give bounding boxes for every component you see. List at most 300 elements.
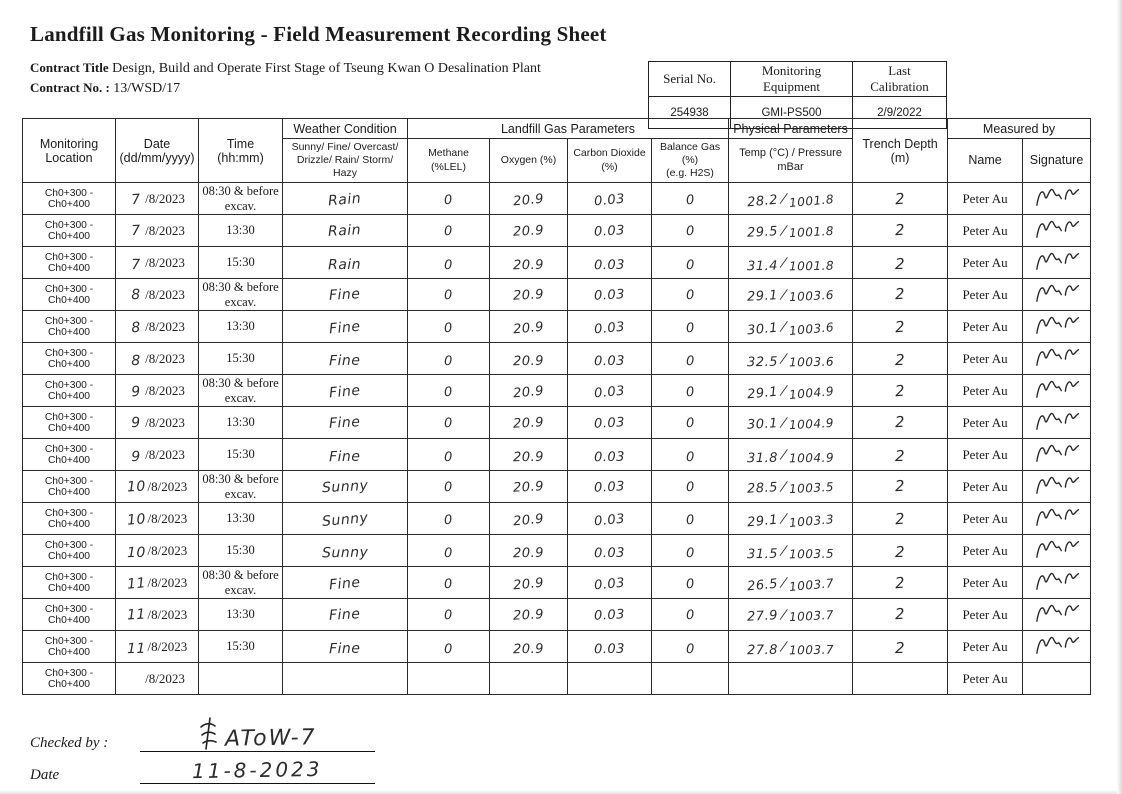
equip-equipment-value: GMI-PS500 [731,97,853,129]
date-suffix: /8/2023 [145,382,185,398]
date-suffix: /8/2023 [147,510,188,526]
cell-methane [408,663,490,695]
table-row [23,471,1091,503]
pressure-value: 1003.6 [788,287,835,304]
temp-value: 28.5 [746,479,779,497]
cell-name: Peter Au [948,375,1023,407]
cell-balance-gas: 0 [652,599,729,631]
group-header-measured-by: Measured by [948,119,1091,139]
cell-weather: Sunny [283,503,408,535]
cell-temp-pressure [729,471,853,503]
cell-date [116,471,199,503]
cell-temp-pressure [729,375,853,407]
cell-temp-pressure [729,599,853,631]
cell-co2: 0.03 [568,311,652,343]
table-row [23,343,1091,375]
cell-balance-gas: 0 [652,535,729,567]
cell-temp-pressure [729,439,853,471]
cell-methane: 0 [408,183,490,215]
cell-signature [1023,599,1091,631]
handwritten-day: 7 [130,191,142,208]
pressure-value: 1003.5 [788,546,835,561]
cell-location: Ch0+300 - Ch0+400 [23,503,116,535]
col-header-time: Time (hh:mm) [199,119,283,183]
temp-value: 27.8 [747,642,779,658]
cell-co2: 0.03 [568,631,652,663]
cell-methane: 0 [408,631,490,663]
date-suffix: /8/2023 [145,670,185,686]
table-row [23,439,1091,471]
date-suffix: /8/2023 [147,478,188,494]
cell-oxygen: 20.9 [490,535,568,567]
cell-trench-depth: 2 [853,183,948,215]
cell-date [116,247,199,279]
cell-methane: 0 [408,375,490,407]
temp-value: 30.1 [746,415,779,433]
cell-balance-gas: 0 [652,215,729,247]
cell-trench-depth: 2 [853,215,948,247]
cell-time: 13:30 [199,503,283,535]
cell-methane: 0 [408,599,490,631]
cell-name: Peter Au [948,407,1023,439]
cell-oxygen: 20.9 [490,311,568,343]
pressure-value: 1001.8 [788,191,835,210]
cell-name: Peter Au [948,215,1023,247]
slash-separator: / [779,284,788,304]
signature-scribble [1033,602,1081,622]
handwritten-day: 10 [126,544,146,561]
cell-name: Peter Au [948,311,1023,343]
group-header-gas: Landfill Gas Parameters [408,119,729,139]
cell-name: Peter Au [948,567,1023,599]
col-header-location: Monitoring Location [23,119,116,183]
cell-co2: 0.03 [568,343,652,375]
cell-signature [1023,535,1091,567]
cell-location: Ch0+300 - Ch0+400 [23,471,116,503]
col-header-methane: Methane (%LEL) [408,139,490,183]
cell-location: Ch0+300 - Ch0+400 [23,439,116,471]
pressure-value: 1004.9 [788,415,835,432]
temp-value: 31.4 [747,258,779,274]
cell-trench-depth: 2 [853,599,948,631]
signature-scribble [1033,634,1081,654]
cell-balance-gas: 0 [652,631,729,663]
date-value: 11-8-2023 [192,756,323,784]
slash-separator: / [779,444,788,464]
signature-scribble [1033,442,1081,462]
cell-signature [1023,407,1091,439]
cell-location: Ch0+300 - Ch0+400 [23,599,116,631]
pressure-value: 1003.7 [788,607,835,624]
cell-methane: 0 [408,407,490,439]
cell-co2: 0.03 [568,599,652,631]
slash-separator: / [779,252,788,272]
cell-location: Ch0+300 - Ch0+400 [23,183,116,215]
equip-calibration-value: 2/9/2022 [853,97,947,129]
signature-scribble [1033,218,1081,238]
handwritten-day: 7 [131,256,142,273]
slash-separator: / [779,348,788,368]
cell-trench-depth: 2 [853,631,948,663]
cell-date [116,663,199,695]
cell-weather: Fine [283,631,408,663]
cell-name: Peter Au [948,599,1023,631]
signature-scribble [1033,410,1081,430]
pressure-value: 1001.8 [788,223,835,240]
cell-name: Peter Au [948,247,1023,279]
cell-location: Ch0+300 - Ch0+400 [23,535,116,567]
handwritten-day: 11 [126,640,146,657]
handwritten-day [129,678,143,679]
cell-date [116,311,199,343]
cell-signature [1023,343,1091,375]
cell-co2: 0.03 [568,503,652,535]
signature-scribble [1033,570,1081,590]
temp-value: 29.5 [746,223,779,241]
col-header-trench: Trench Depth (m) [853,119,948,183]
cell-date [116,439,199,471]
cell-temp-pressure [729,567,853,599]
cell-oxygen: 20.9 [490,503,568,535]
date-label: Date [30,767,60,783]
cell-weather: Fine [283,567,408,599]
cell-co2: 0.03 [568,471,652,503]
pressure-value: 1003.7 [788,575,835,594]
cell-oxygen: 20.9 [490,375,568,407]
signature-scribble [1033,250,1081,270]
cell-oxygen: 20.9 [490,407,568,439]
col-header-signature: Signature [1023,139,1091,183]
col-header-date: Date (dd/mm/yyyy) [116,119,199,183]
date-suffix: /8/2023 [145,350,185,366]
date-suffix: /8/2023 [145,286,185,302]
pressure-value: 1003.7 [788,642,835,657]
cell-time: 15:30 [199,535,283,567]
signature-scribble [1033,282,1081,302]
table-row [23,215,1091,247]
cell-name: Peter Au [948,503,1023,535]
cell-oxygen: 20.9 [490,215,568,247]
cell-temp-pressure [729,503,853,535]
cell-co2: 0.03 [568,535,652,567]
pressure-value: 1004.9 [788,450,835,465]
equip-header-serial: Serial No. [649,62,731,97]
cell-name: Peter Au [948,279,1023,311]
signature-scribble [1033,186,1081,206]
signature-scribble [1033,346,1081,366]
date-suffix: /8/2023 [145,222,185,238]
cell-signature [1023,375,1091,407]
cell-trench-depth: 2 [853,535,948,567]
cell-methane: 0 [408,247,490,279]
cell-date [116,631,199,663]
slash-separator: / [779,316,788,336]
cell-balance-gas [652,663,729,695]
page-title: Landfill Gas Monitoring - Field Measurement Recording Sheet [30,22,607,46]
cell-methane: 0 [408,567,490,599]
cell-location: Ch0+300 - Ch0+400 [23,343,116,375]
table-row [23,567,1091,599]
date-suffix: /8/2023 [145,254,185,270]
table-row [23,247,1091,279]
temp-value: 29.1 [746,512,779,530]
slash-separator: / [779,636,788,656]
signature-scribble [1033,314,1081,334]
slash-separator: / [779,412,788,432]
cell-balance-gas: 0 [652,343,729,375]
handwritten-day: 9 [130,383,142,400]
cell-co2: 0.03 [568,215,652,247]
cell-date [116,183,199,215]
contract-no-line [30,80,180,97]
cell-time [199,663,283,695]
cell-date [116,375,199,407]
slash-separator: / [779,604,788,624]
cell-co2: 0.03 [568,375,652,407]
cell-methane: 0 [408,343,490,375]
cell-time: 13:30 [199,215,283,247]
table-row [23,631,1091,663]
cell-name: Peter Au [948,631,1023,663]
col-header-balance-gas: Balance Gas (%) (e.g. H2S) [652,139,729,183]
table-row [23,407,1091,439]
cell-time: 15:30 [199,439,283,471]
cell-trench-depth: 2 [853,503,948,535]
table-row [23,279,1091,311]
cell-date [116,535,199,567]
cell-signature [1023,471,1091,503]
cell-balance-gas: 0 [652,247,729,279]
date-suffix: /8/2023 [147,542,188,558]
cell-temp-pressure [729,663,853,695]
cell-trench-depth: 2 [853,567,948,599]
date-suffix: /8/2023 [147,606,188,622]
cell-balance-gas: 0 [652,567,729,599]
cell-signature [1023,247,1091,279]
cell-methane: 0 [408,471,490,503]
signature-scribble [1033,506,1081,526]
cell-balance-gas: 0 [652,279,729,311]
cell-location: Ch0+300 - Ch0+400 [23,247,116,279]
monitoring-table [22,118,1091,695]
cell-temp-pressure [729,215,853,247]
cell-time: 13:30 [199,311,283,343]
cell-balance-gas: 0 [652,503,729,535]
cell-temp-pressure [729,343,853,375]
handwritten-day: 8 [130,319,142,336]
equip-header-calibration: Last Calibration [853,62,947,97]
contract-title-line [30,60,541,77]
cell-oxygen: 20.9 [490,439,568,471]
cell-location: Ch0+300 - Ch0+400 [23,663,116,695]
cell-methane: 0 [408,503,490,535]
slash-separator: / [779,540,788,560]
temp-value: 26.5 [746,576,779,594]
cell-time: 08:30 & before excav. [199,471,283,503]
cell-location: Ch0+300 - Ch0+400 [23,631,116,663]
slash-separator: / [779,380,788,400]
cell-trench-depth: 2 [853,279,948,311]
cell-time: 13:30 [199,407,283,439]
cell-methane: 0 [408,439,490,471]
cell-weather: Fine [283,311,408,343]
cell-weather: Fine [283,375,408,407]
cell-time: 08:30 & before excav. [199,183,283,215]
cell-oxygen: 20.9 [490,343,568,375]
cell-oxygen: 20.9 [490,599,568,631]
temp-value: 28.2 [746,192,779,210]
cell-balance-gas: 0 [652,471,729,503]
temp-value: 29.1 [746,384,779,402]
cell-co2: 0.03 [568,439,652,471]
footer-block [30,712,430,784]
date-suffix: /8/2023 [147,574,188,590]
checked-by-label: Checked by : [30,735,109,751]
cell-temp-pressure [729,407,853,439]
cell-signature [1023,567,1091,599]
pressure-value: 1004.9 [788,383,835,402]
cell-trench-depth: 2 [853,343,948,375]
table-row [23,535,1091,567]
cell-name: Peter Au [948,663,1023,695]
cell-name: Peter Au [948,535,1023,567]
cell-name: Peter Au [948,343,1023,375]
handwritten-day: 8 [131,352,142,369]
temp-value: 31.5 [747,546,779,562]
cell-weather: Fine [283,599,408,631]
cell-location: Ch0+300 - Ch0+400 [23,215,116,247]
col-header-weather-options: Sunny/ Fine/ Overcast/ Drizzle/ Rain/ Storm/ Hazy [283,139,408,183]
cell-weather: Fine [283,407,408,439]
cell-temp-pressure [729,279,853,311]
cell-oxygen: 20.9 [490,631,568,663]
group-header-weather: Weather Condition [283,119,408,139]
handwritten-day: 10 [126,510,147,529]
cell-name: Peter Au [948,471,1023,503]
contract-title-value: Design, Build and Operate First Stage of Tseung Kwan O Desalination Plant [112,61,541,76]
cell-trench-depth [853,663,948,695]
cell-trench-depth: 2 [853,247,948,279]
cell-oxygen: 20.9 [490,247,568,279]
handwritten-day: 8 [130,286,142,303]
contract-no-value: 13/WSD/17 [113,81,181,96]
cell-date [116,599,199,631]
cell-time: 13:30 [199,599,283,631]
cell-time: 15:30 [199,631,283,663]
cell-location: Ch0+300 - Ch0+400 [23,375,116,407]
table-row [23,375,1091,407]
cell-co2: 0.03 [568,407,652,439]
col-header-oxygen: Oxygen (%) [490,139,568,183]
slash-separator: / [779,572,788,592]
cell-date [116,343,199,375]
cell-balance-gas: 0 [652,183,729,215]
date-line [140,758,375,784]
cell-balance-gas: 0 [652,439,729,471]
handwritten-day: 11 [126,606,146,623]
monitoring-table-body [23,183,1091,695]
cell-trench-depth: 2 [853,407,948,439]
pressure-value: 1001.8 [788,258,835,273]
cell-trench-depth: 2 [853,375,948,407]
signature-scribble [1033,474,1081,494]
temp-value: 32.5 [747,354,779,370]
date-suffix: /8/2023 [145,446,185,462]
checked-by-signature-line [140,712,375,752]
pressure-value: 1003.5 [788,479,835,496]
cell-weather: Fine [283,279,408,311]
cell-co2: 0.03 [568,247,652,279]
table-row [23,503,1091,535]
date-suffix: /8/2023 [147,638,188,654]
handwritten-day: 9 [130,414,142,431]
pressure-value: 1003.3 [788,511,835,530]
cell-methane: 0 [408,535,490,567]
date-suffix: /8/2023 [145,414,185,430]
equip-header-equipment: Monitoring Equipment [731,62,853,97]
cell-weather: Rain [283,247,408,279]
equip-serial-value: 254938 [649,97,731,129]
cell-time: 08:30 & before excav. [199,375,283,407]
table-row [23,663,1091,695]
checked-by-row [30,712,430,752]
cell-oxygen: 20.9 [490,279,568,311]
cell-signature [1023,439,1091,471]
cell-weather: Fine [283,439,408,471]
cell-location: Ch0+300 - Ch0+400 [23,567,116,599]
cell-date [116,503,199,535]
cell-trench-depth: 2 [853,311,948,343]
temp-value: 30.1 [746,320,779,338]
date-suffix: /8/2023 [145,318,185,334]
checked-by-scribble-icon [199,717,219,751]
cell-balance-gas: 0 [652,407,729,439]
cell-methane: 0 [408,279,490,311]
cell-time: 08:30 & before excav. [199,567,283,599]
cell-signature [1023,183,1091,215]
cell-oxygen: 20.9 [490,471,568,503]
slash-separator: / [779,508,788,528]
pressure-value: 1003.6 [788,319,835,338]
handwritten-day: 9 [131,448,142,465]
cell-co2: 0.03 [568,279,652,311]
col-header-temp-pressure: Temp (°C) / Pressure mBar [729,139,853,183]
cell-methane: 0 [408,311,490,343]
slash-separator: / [779,220,788,240]
handwritten-day: 11 [126,574,147,593]
cell-signature [1023,215,1091,247]
cell-weather: Fine [283,343,408,375]
cell-trench-depth: 2 [853,471,948,503]
cell-methane: 0 [408,215,490,247]
cell-time: 15:30 [199,247,283,279]
cell-weather [283,663,408,695]
cell-oxygen: 20.9 [490,183,568,215]
cell-temp-pressure [729,631,853,663]
signature-scribble [1033,378,1081,398]
table-row [23,311,1091,343]
cell-signature [1023,663,1091,695]
col-header-name: Name [948,139,1023,183]
cell-co2 [568,663,652,695]
handwritten-day: 10 [126,478,146,495]
slash-separator: / [779,188,788,208]
cell-signature [1023,311,1091,343]
temp-value: 31.8 [747,450,779,466]
handwritten-day: 7 [130,222,142,239]
cell-weather: Rain [283,215,408,247]
contract-no-label: Contract No. : [30,80,110,95]
